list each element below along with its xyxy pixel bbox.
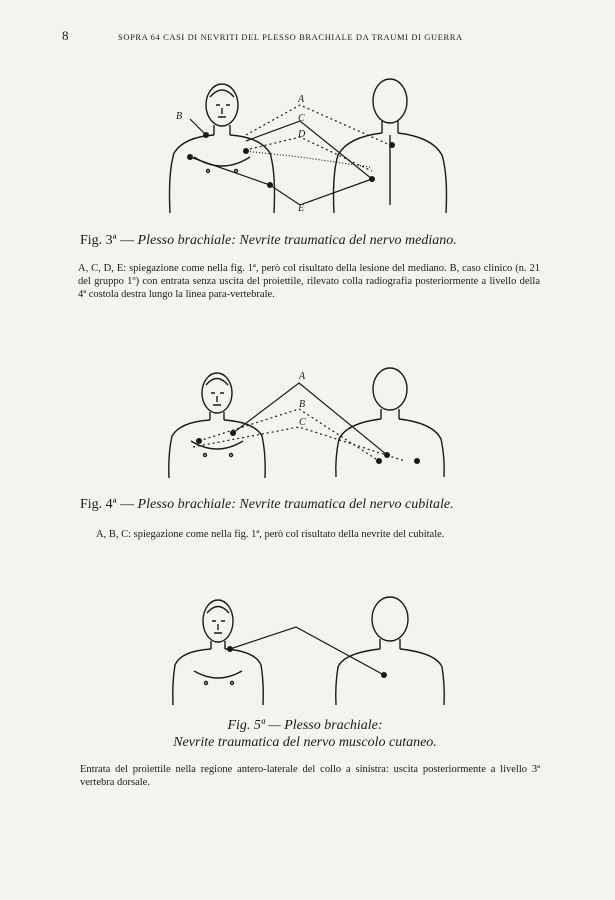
page-number: 8 (62, 28, 69, 43)
fig3-label-c: C (298, 113, 305, 124)
figure-5-caption (80, 717, 530, 751)
fig4-label-b: B (299, 399, 306, 410)
figure-3-number: Fig. 3ª — (80, 233, 135, 248)
figure-4-title: Plesso brachiale: Nevrite traumatica del nervo cubitale. (137, 497, 454, 512)
figure-3-title: Plesso brachiale: Nevrite traumatica del nervo mediano. (137, 233, 457, 248)
running-header: SOPRA 64 CASI DI NEVRITI DEL PLESSO BRACHIALE DA TRAUMI DI GUERRA (118, 32, 463, 42)
figure-4-legend: A, B, C: spiegazione come nella fig. 1ª, però col risultato della nevrite del cubitale. (96, 529, 445, 540)
fig3-label-a: A (298, 94, 305, 105)
figure-5-caption-line2: Nevrite traumatica del nervo muscolo cutaneo. (173, 735, 437, 750)
fig3-label-d: D (298, 129, 306, 140)
figure-4-caption (80, 497, 550, 513)
figure-4-illustration (165, 365, 455, 480)
figure-3-illustration (160, 75, 460, 215)
fig4-label-a: A (299, 371, 306, 382)
figure-3-caption (80, 233, 550, 249)
figure-4-number: Fig. 4ª — (80, 497, 135, 512)
fig4-label-c: C (299, 417, 306, 428)
figure-5-caption-line1: Fig. 5ª — Plesso brachiale: (227, 718, 383, 733)
fig3-label-b: B (176, 111, 183, 122)
figure-5-text: Entrata del proiettile nella regione antero-laterale del collo a sinistra: uscita posteriormente a livello 3ª vertebra dorsale. (80, 764, 540, 788)
figure-5-illustration (170, 595, 470, 707)
figure-3-legend: A, C, D, E: spiegazione come nella fig. 1ª, però col risultato della lesione del mediano. B, caso clinico (n. 21 del gruppo 1º) con entrata senza uscita del proiettile, rilevato colla radiografia posteriormente a livello della 4ª costola destra lungo la linea para-vertebrale. (78, 263, 540, 300)
fig3-label-e: E (298, 203, 305, 214)
